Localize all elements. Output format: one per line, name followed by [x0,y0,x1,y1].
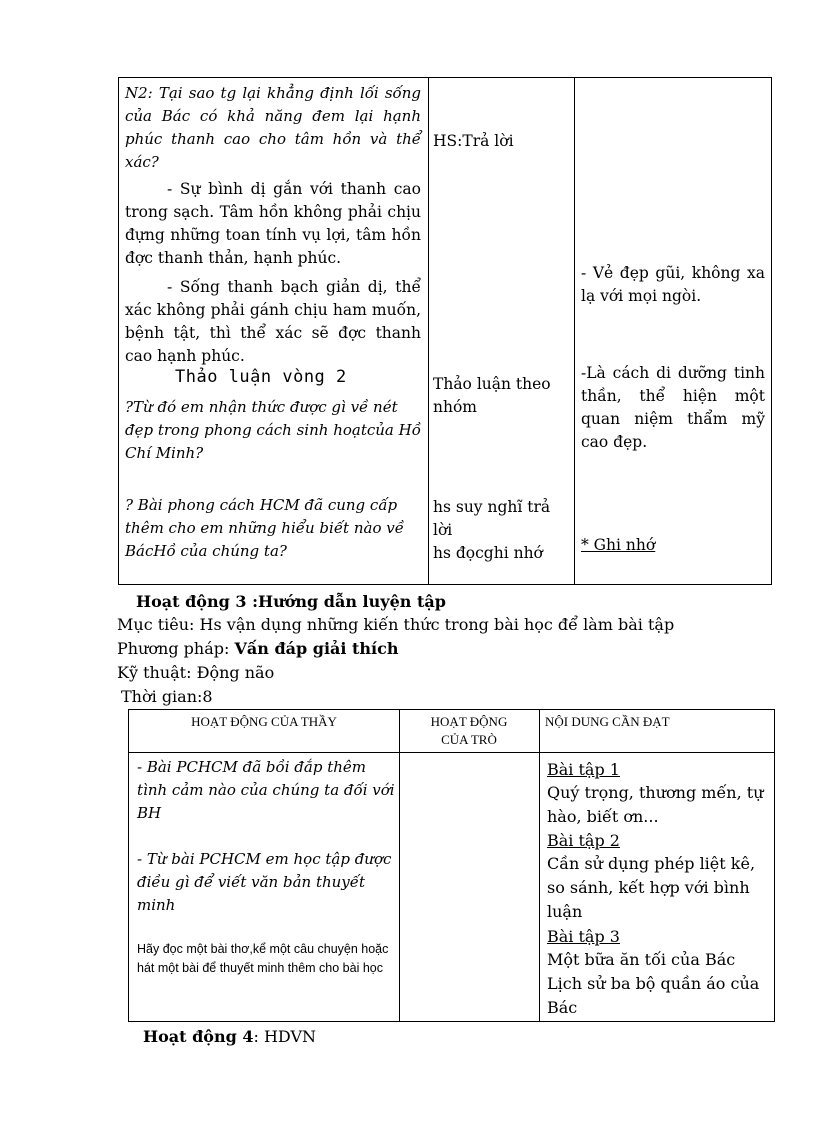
answer-simplicity: - Sự bình dị gắn với thanh cao trong sạch. Tâm hồn không phải chịu đựng những toan tính vụ lợi, tâm hồn đợc thanh thản, hạnh phúc. [125,180,421,267]
column-divider [399,710,400,1021]
activity3-prefix: Hoạt động [136,592,236,611]
discussion-heading: Thảo luận vòng 2 [175,367,347,387]
column-divider [539,710,540,1021]
memo-label: * Ghi nhớ [581,536,656,554]
method-label: Phương pháp: [117,639,235,658]
question-beauty: ?Từ đó em nhận thức được gì về nét đẹp trong phong cách sinh hoạtcủa Hồ Chí Minh? [125,398,421,462]
activity4-label: Hoạt động 4 [143,1027,254,1046]
exercise-3-line-2: Lịch sử ba bộ quần áo của Bác [547,974,760,1017]
activity4-rest: : HDVN [253,1027,317,1046]
header-student: HOẠT ĐỘNG CỦA TRÒ [430,714,508,747]
teacher-question-3: Hãy đọc một bài thơ,kể một câu chuyện hoặc hát một bài để thuyết minh thêm cho bài học [137,942,389,975]
think-answer: hs suy nghĩ trả lời [433,498,551,539]
exercise-table [128,709,775,1022]
objective-line: Mục tiêu: Hs vận dụng những kiến thức trong bài học để làm bài tập [117,615,675,634]
group-discussion: Thảo luận theo nhóm [433,375,551,416]
answer-frugality: - Sống thanh bạch giản dị, thể xác không phải gánh chịu ham muốn, bệnh tật, thì thể xác sẽ đợc thanh cao hạnh phúc. [125,278,421,365]
technique-line: Kỹ thuật: Động não [117,663,275,682]
method-line [117,638,399,660]
header-divider [129,752,774,753]
teacher-question-1: - Bài PCHCM đã bồi đắp thêm tình cảm nào của chúng ta đối với BH [137,758,395,822]
column-divider [428,78,429,584]
question-n2: N2: Tại sao tg lại khẳng định lối sống của Bác có khả năng đem lại hạnh phúc thanh cao cho tâm hồn và thể xác? [125,84,421,171]
student-answer: HS:Trả lời [433,132,514,150]
exercise-2-text: Cần sử dụng phép liệt kê, so sánh, kết hợp với bình luận [547,854,756,921]
read-memo: hs đọcghi nhớ [433,544,543,562]
exercise-1-title: Bài tập 1 [547,760,620,779]
exercise-2-title: Bài tập 2 [547,831,620,850]
header-teacher: HOẠT ĐỘNG CỦA THẦY [191,714,337,729]
beauty-point-1: - Vẻ đẹp gũi, không xa lạ với mọi ngòi. [581,264,765,305]
beauty-point-2: -Là cách di dưỡng tinh thần, thể hiện một quan niệm thẩm mỹ cao đẹp. [581,364,765,451]
question-knowledge: ? Bài phong cách HCM đã cung cấp thêm cho em những hiểu biết nào về BácHồ của chúng ta? [125,496,404,560]
exercise-3-line-1: Một bữa ăn tối của Bác [547,950,736,969]
method-value: Vấn đáp giải thích [234,639,399,658]
time-line: Thời gian:8 [121,687,213,706]
exercise-1-text: Quý trọng, thương mến, tự hào, biết ơn... [547,783,764,826]
exercise-3-title: Bài tập 3 [547,927,620,946]
discussion-table [118,77,772,585]
column-divider [574,78,575,584]
activity3-heading: 3 :Hướng dẫn luyện tập [235,592,446,611]
teacher-question-2: - Từ bài PCHCM em học tập được điều gì để viết văn bản thuyết minh [137,850,392,914]
header-content: NỘI DUNG CẦN ĐẠT [545,714,670,729]
activity3-title [136,591,446,613]
activity4-title [143,1026,316,1048]
